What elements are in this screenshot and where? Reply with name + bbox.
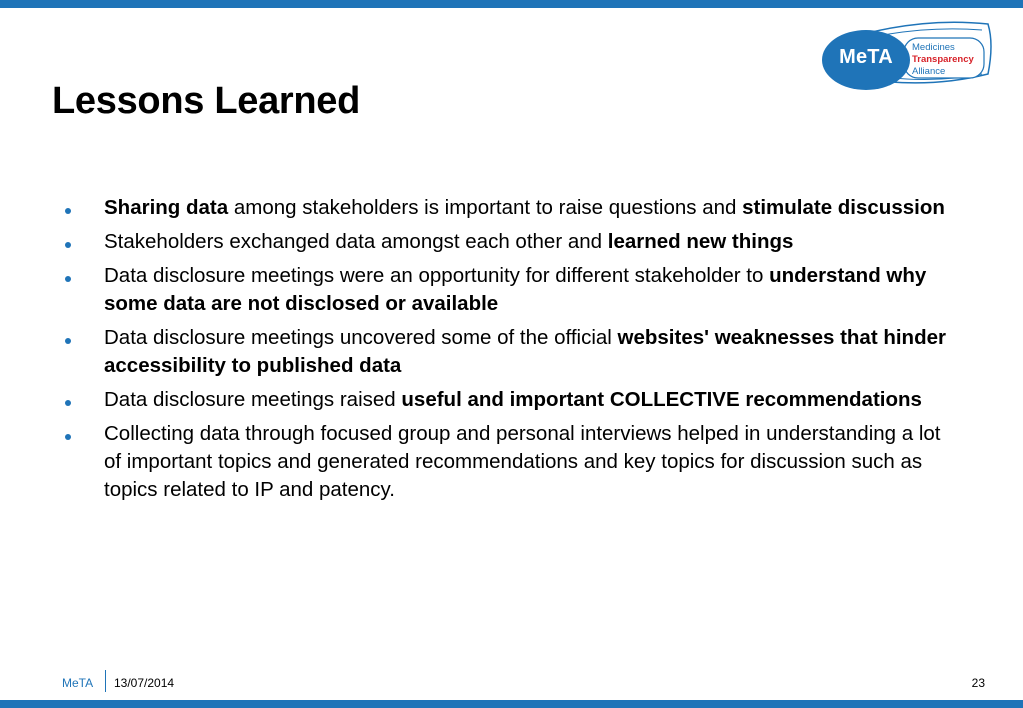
bullet-text: Stakeholders exchanged data amongst each other and — [104, 230, 608, 253]
footer-date: 13/07/2014 — [114, 676, 175, 690]
bullet-dot-icon — [65, 434, 71, 440]
bullet-text: Data disclosure meetings were an opportunity for different stakeholder to — [104, 264, 770, 287]
bullet-item — [62, 228, 962, 256]
bullet-emphasis: stimulate discussion — [742, 196, 945, 219]
bullet-item — [62, 324, 962, 380]
bullet-text: Collecting data through focused group and personal interviews helped in understanding a lot of important topics and generated recommendations and key topics for discussion such as topics related to IP and patency. — [104, 422, 941, 501]
bullet-dot-icon — [65, 276, 71, 282]
logo-tagline — [912, 42, 974, 78]
bullet-dot-icon — [65, 338, 71, 344]
bullet-text: Data disclosure meetings uncovered some of the official — [104, 326, 618, 349]
bullet-emphasis: useful and important COLLECTIVE recommendations — [401, 388, 922, 411]
bullet-dot-icon — [65, 242, 71, 248]
logo-line-1: Medicines — [912, 42, 955, 53]
bullet-text: among stakeholders is important to raise questions and — [228, 196, 743, 219]
bullet-dot-icon — [65, 208, 71, 214]
logo-line-2: Transparency — [912, 54, 974, 65]
bullet-item — [62, 194, 962, 222]
logo-line-3: Alliance — [912, 66, 946, 77]
bullet-item — [62, 386, 962, 414]
slide-title: Lessons Learned — [52, 80, 361, 122]
bullet-emphasis: understand why some data are not disclosed or available — [104, 264, 927, 315]
bottom-accent-bar — [0, 700, 1023, 708]
page-number: 23 — [971, 676, 985, 690]
logo-wordmark: MeTA — [839, 46, 893, 68]
bullet-item — [62, 420, 962, 504]
bullet-dot-icon — [65, 400, 71, 406]
bullet-list — [62, 194, 962, 510]
bullet-text: Data disclosure meetings raised — [104, 388, 402, 411]
bullet-emphasis: Sharing data — [104, 196, 229, 219]
bullet-item — [62, 262, 962, 318]
top-accent-bar — [0, 0, 1023, 8]
footer-divider — [105, 670, 106, 692]
footer-brand: MeTA — [62, 676, 94, 690]
bullet-emphasis: learned new things — [607, 230, 794, 253]
meta-logo — [812, 14, 994, 96]
bullet-emphasis: websites' weaknesses that hinder accessibility to published data — [104, 326, 946, 377]
